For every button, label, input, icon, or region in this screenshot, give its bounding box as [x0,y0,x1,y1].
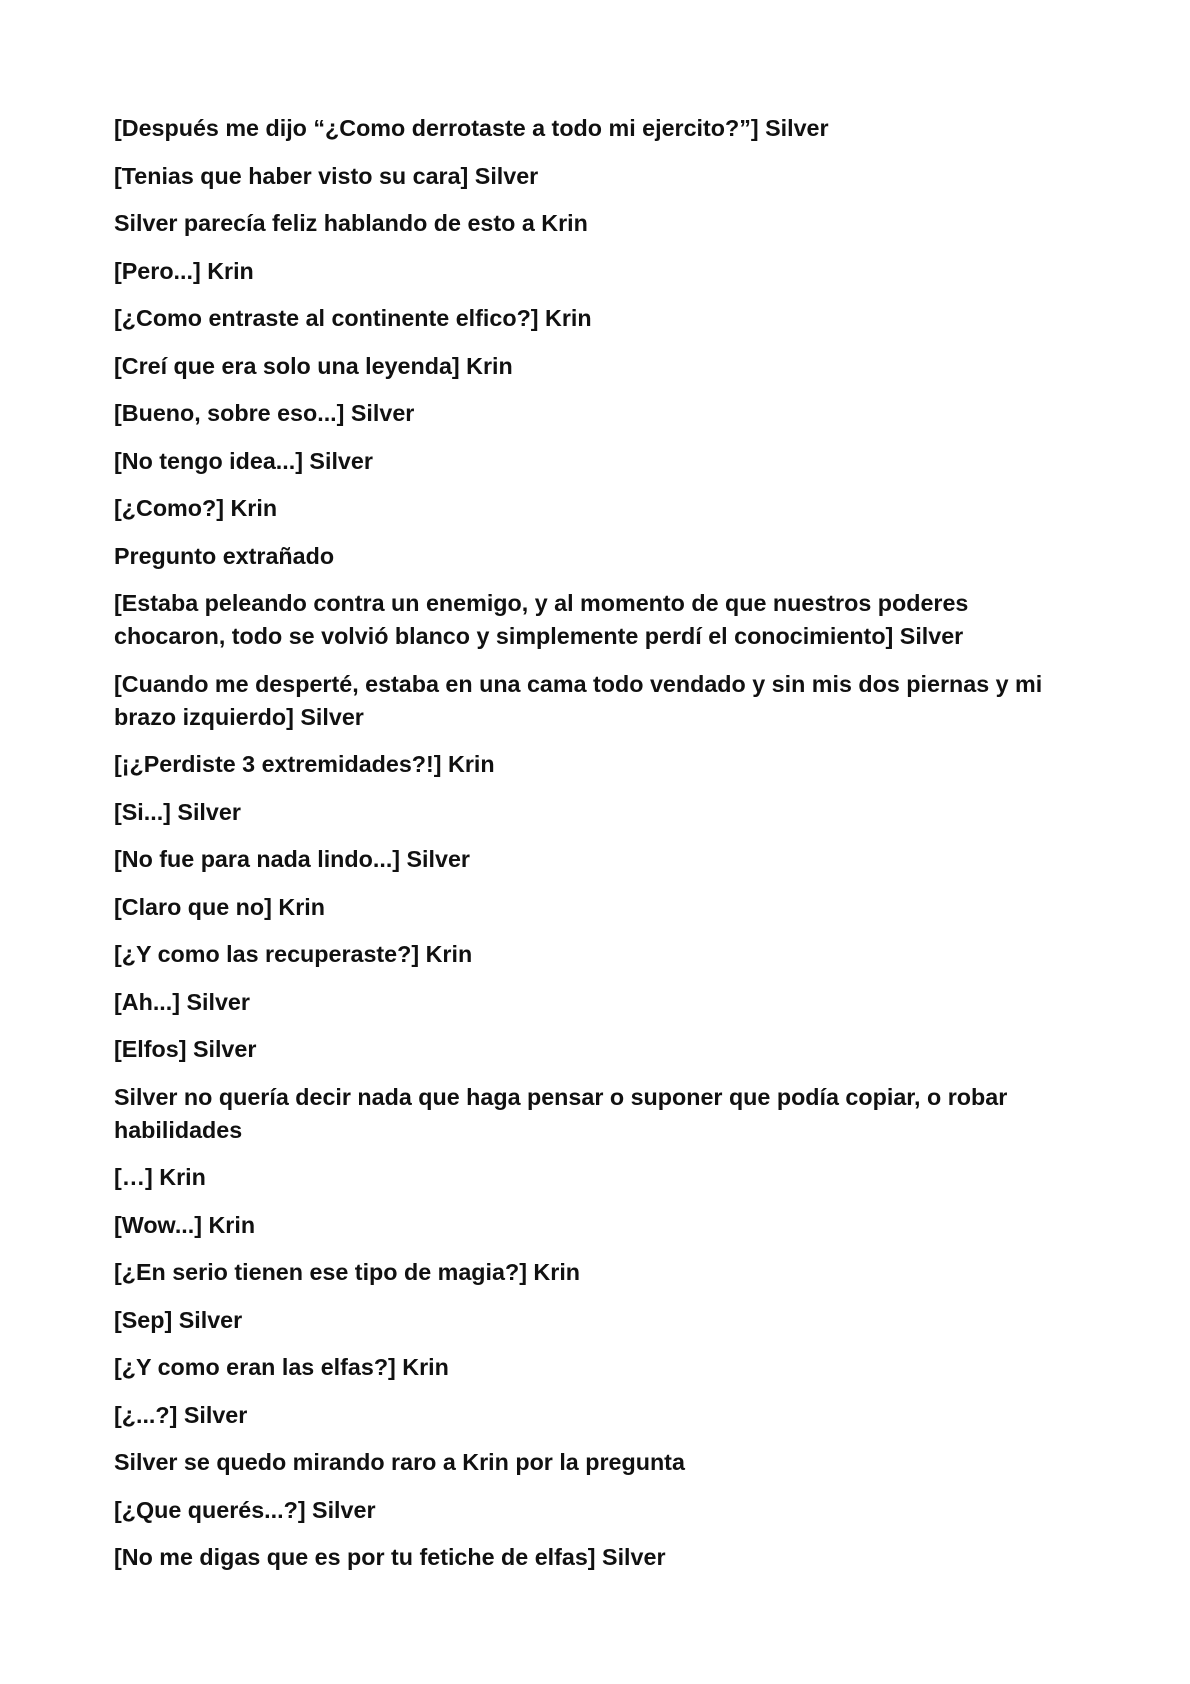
paragraph: Pregunto extrañado [114,542,335,569]
paragraph: [Ah...] Silver [114,988,250,1015]
paragraph: Silver se quedo mirando raro a Krin por la pregunta [114,1449,685,1475]
paragraph: [Estaba peleando contra un enemigo, y al momento de que nuestros poderes chocaron, todo se volvió blanco y simplemente perdí el conocimiento] Silver [114,590,969,649]
document-body [114,112,1084,1589]
paragraph: [Elfos] Silver [114,1036,257,1062]
paragraph: [Sep] Silver [114,1306,243,1333]
paragraph: [No fue para nada lindo...] Silver [114,846,470,872]
paragraph: Silver parecía feliz hablando de esto a Krin [114,210,588,236]
paragraph: [¿Como entraste al continente elfico?] Krin [114,305,592,331]
paragraph: [No me digas que es por tu fetiche de elfas] Silver [114,1544,666,1570]
paragraph: Silver no quería decir nada que haga pensar o suponer que podía copiar, o robar habilidades [114,1083,1008,1143]
paragraph: [Pero...] Krin [114,257,254,284]
paragraph: [¿Que querés...?] Silver [114,1496,376,1523]
paragraph: [¿Como?] Krin [114,495,278,521]
paragraph: [Tenias que haber visto su cara] Silver [114,162,539,189]
paragraph: [Wow...] Krin [114,1211,256,1238]
paragraph: [¿En serio tienen ese tipo de magia?] Krin [114,1259,581,1285]
paragraph: [¿Y como las recuperaste?] Krin [114,941,473,967]
paragraph: […] Krin [114,1164,206,1190]
paragraph: [Cuando me desperté, estaba en una cama todo vendado y sin mis dos piernas y mi brazo izquierdo] Silver [114,670,1043,730]
paragraph: [Bueno, sobre eso...] Silver [114,400,415,426]
paragraph: [Si...] Silver [114,798,241,825]
paragraph: [Después me dijo “¿Como derrotaste a todo mi ejercito?”] Silver [114,115,829,141]
paragraph: [No tengo idea...] Silver [114,447,373,474]
paragraph: [Claro que no] Krin [114,893,325,920]
paragraph: [¡¿Perdiste 3 extremidades?!] Krin [114,751,495,777]
paragraph: [¿Y como eran las elfas?] Krin [114,1354,449,1380]
paragraph: [Creí que era solo una leyenda] Krin [114,352,513,379]
paragraph: [¿...?] Silver [114,1401,248,1428]
